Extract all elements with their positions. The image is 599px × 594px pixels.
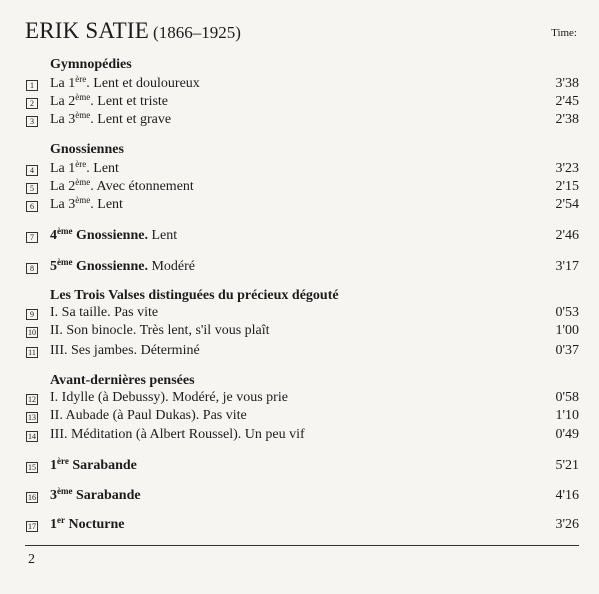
track-row[interactable] <box>0 228 599 247</box>
track-number: 13 <box>28 413 36 422</box>
track-time: 0'53 <box>555 305 579 320</box>
track-time: 3'38 <box>555 76 579 91</box>
track-time: 1'00 <box>555 323 579 338</box>
track-time: 2'45 <box>555 94 579 109</box>
track-time: 1'10 <box>555 408 579 423</box>
track-number: 2 <box>26 98 38 109</box>
track-row[interactable] <box>0 517 599 536</box>
track-title: I. Idylle (à Debussy). Modéré, je vous prie <box>50 390 288 405</box>
group-heading: Avant-dernières pensées <box>50 373 195 388</box>
track-title: I. Sa taille. Pas vite <box>50 305 159 320</box>
track-title: 5ème Gnossienne. Modéré <box>50 257 196 274</box>
track-title: 1er Nocturne <box>50 515 125 532</box>
header <box>25 18 579 48</box>
track-number: 3 <box>26 116 38 127</box>
track-title: La 3ème. Lent <box>50 195 123 212</box>
track-title: III. Méditation (à Albert Roussel). Un peu vif <box>50 427 305 442</box>
track-number: 4 <box>26 165 38 176</box>
time-column-label: Time: <box>551 27 577 39</box>
track-title: La 2ème. Lent et triste <box>50 92 169 109</box>
track-title: 1ère Sarabande <box>50 456 137 473</box>
group-heading: Gymnopédies <box>50 57 132 72</box>
track-row[interactable] <box>0 305 599 324</box>
group-heading: Les Trois Valses distinguées du précieux dégouté <box>50 288 339 303</box>
track-time: 3'26 <box>555 517 579 532</box>
track-title: 3ème Sarabande <box>50 486 141 503</box>
track-time: 2'38 <box>555 112 579 127</box>
group-heading: Gnossiennes <box>50 142 124 157</box>
track-number: 12 <box>28 395 36 404</box>
track-row[interactable] <box>0 112 599 131</box>
track-title: La 1ère. Lent <box>50 159 119 176</box>
track-number: 5 <box>26 183 38 194</box>
track-title: La 2ème. Avec étonnement <box>50 177 194 194</box>
track-title: La 3ème. Lent et grave <box>50 110 172 127</box>
track-time: 2'54 <box>555 197 579 212</box>
track-number: 7 <box>26 232 38 243</box>
track-number: 11 <box>26 347 38 358</box>
track-title: II. Son binocle. Très lent, s'il vous plaît <box>50 323 270 338</box>
track-number: 9 <box>26 309 38 320</box>
composer-dates: (1866–1925) <box>153 23 241 42</box>
track-time: 2'15 <box>555 179 579 194</box>
track-time: 0'37 <box>555 343 579 358</box>
track-number: 1 <box>26 80 38 91</box>
footer-divider <box>25 545 579 546</box>
track-time: 5'21 <box>555 458 579 473</box>
track-row[interactable] <box>0 427 599 446</box>
track-time: 0'49 <box>555 427 579 442</box>
track-row[interactable] <box>0 408 599 427</box>
track-row[interactable] <box>0 343 599 362</box>
track-title: II. Aubade (à Paul Dukas). Pas vite <box>50 408 247 423</box>
track-time: 4'16 <box>555 488 579 503</box>
track-number: 15 <box>28 463 36 472</box>
track-row[interactable] <box>0 259 599 278</box>
track-row[interactable] <box>0 197 599 216</box>
track-title: 4ème Gnossienne. Lent <box>50 226 178 243</box>
track-time: 3'17 <box>555 259 579 274</box>
track-number: 14 <box>28 432 36 441</box>
track-time: 0'58 <box>555 390 579 405</box>
track-row[interactable] <box>0 458 599 477</box>
track-number: 16 <box>28 493 36 502</box>
track-number: 6 <box>26 201 38 212</box>
track-number: 8 <box>26 263 38 274</box>
track-time: 3'23 <box>555 161 579 176</box>
page-number: 2 <box>28 552 35 567</box>
track-number: 10 <box>28 328 36 337</box>
track-row[interactable] <box>0 488 599 507</box>
track-title: La 1ère. Lent et douloureux <box>50 74 200 91</box>
track-title: III. Ses jambes. Déterminé <box>50 343 200 358</box>
track-row[interactable] <box>0 323 599 342</box>
track-row[interactable] <box>0 390 599 409</box>
track-time: 2'46 <box>555 228 579 243</box>
track-number: 17 <box>28 522 36 531</box>
composer-name: ERIK SATIE <box>25 18 150 43</box>
